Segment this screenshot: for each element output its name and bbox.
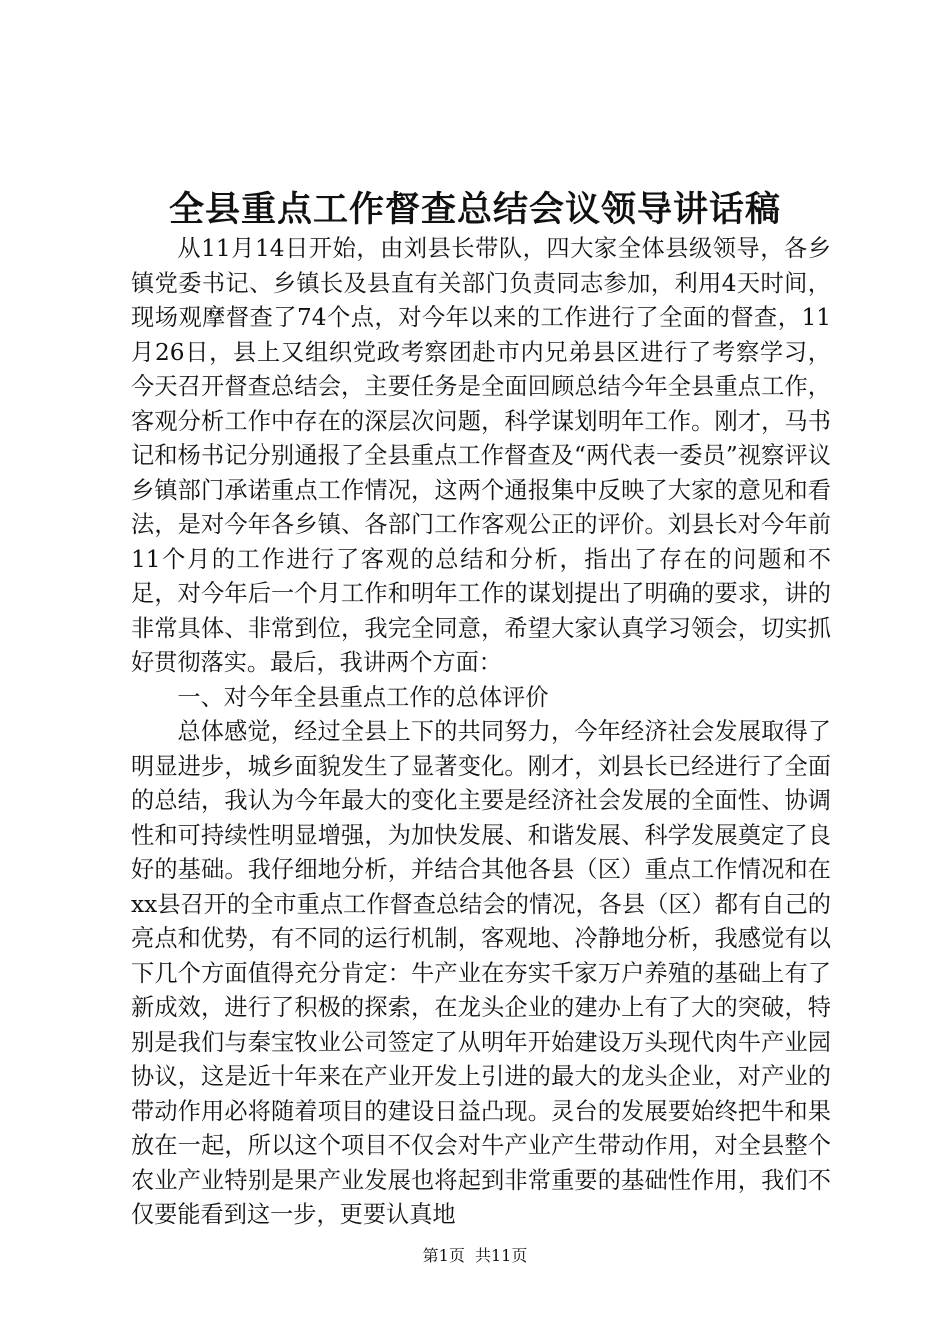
page-footer xyxy=(0,1244,950,1268)
page-number-label: 第1页 共11页 xyxy=(422,1246,528,1265)
document-body xyxy=(131,232,831,1233)
section-heading: 一、对今年全县重点工作的总体评价 xyxy=(177,683,549,711)
document-title: 全县重点工作督查总结会议领导讲话稿 xyxy=(168,189,781,230)
paragraph-evaluation: 总体感觉，经过全县上下的共同努力，今年经济社会发展取得了明显进步，城乡面貌发生了显著变化。刚才，刘县长已经进行了全面的总结，我认为今年最大的变化主要是经济社会发展的全面性、协调性和可持续性明显增强，为加快发展、和谐发展、科学发展奠定了良好的基础。我仔细地分析，并结合其他各县（区）重点工作情况和在xx县召开的全市重点工作督查总结会的情况，各县（区）都有自己的亮点和优势，有不同的运行机制，客观地、冷静地分析，我感觉有以下几个方面值得充分肯定：牛产业在夯实千家万户养殖的基础上有了新成效，进行了积极的探索，在龙头企业的建办上有了大的突破，特别是我们与秦宝牧业公司签定了从明年开始建设万头现代肉牛产业园协议，这是近十年来在产业开发上引进的最大的龙头企业，对产业的带动作用必将随着项目的建设日益凸现。灵台的发展要始终把牛和果放在一起，所以这个项目不仅会对牛产业产生带动作用，对全县整个农业产业特别是果产业发展也将起到非常重要的基础性作用，我们不仅要能看到这一步，更要认真地 xyxy=(131,718,831,1228)
paragraph-intro: 从11月14日开始，由刘县长带队，四大家全体县级领导，各乡镇党委书记、乡镇长及县直有关部门负责同志参加，利用4天时间，现场观摩督查了74个点，对今年以来的工作进行了全面的督查，11月26日，县上又组织党政考察团赴市内兄弟县区进行了考察学习，今天召开督查总结会，主要任务是全面回顾总结今年全县重点工作，客观分析工作中存在的深层次问题，科学谋划明年工作。刚才，马书记和杨书记分别通报了全县重点工作督查及“两代表一委员”视察评议乡镇部门承诺重点工作情况，这两个通报集中反映了大家的意见和看法，是对今年各乡镇、各部门工作客观公正的评价。刘县长对今年前11个月的工作进行了客观的总结和分析，指出了存在的问题和不足，对今年后一个月工作和明年工作的谋划提出了明确的要求，讲的非常具体、非常到位，我完全同意，希望大家认真学习领会，切实抓好贯彻落实。最后，我讲两个方面： xyxy=(131,235,831,676)
